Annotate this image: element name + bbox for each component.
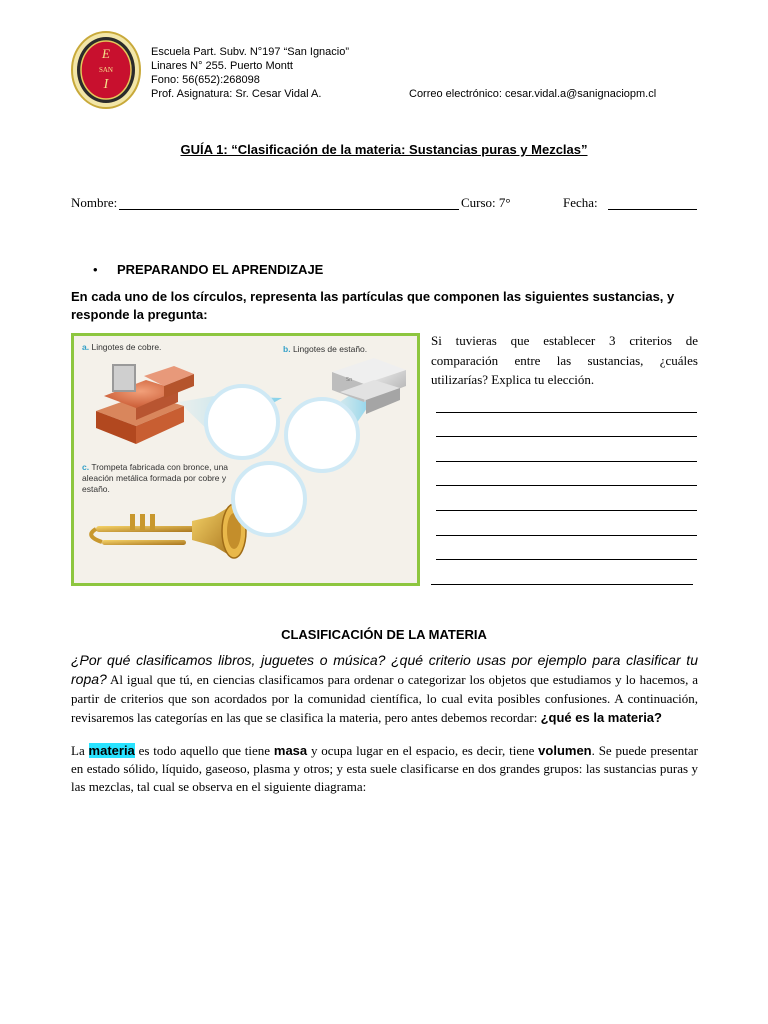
answer-line-3[interactable]: [436, 461, 697, 462]
section2-heading: CLASIFICACIÓN DE LA MATERIA: [281, 627, 487, 642]
answer-line-1[interactable]: [436, 412, 697, 413]
name-field[interactable]: [119, 196, 459, 210]
section1-bullet: •: [93, 262, 98, 277]
what-is-matter-question: ¿qué es la materia?: [540, 710, 662, 725]
answer-line-7[interactable]: [436, 559, 697, 560]
substances-figure: [71, 333, 420, 586]
copper-ingots-image: [96, 364, 194, 444]
title-part-2: Sustancias puras y Mezclas”: [409, 142, 588, 157]
answer-line-2[interactable]: [436, 436, 697, 437]
intro-text: Al igual que tú, en ciencias clasificamos para ordenar o categorizar los objetos que estudiamos y lo hacemos, a partir de criterios que son acordados por la comunidad científica, lo cual evita posibles confusiones. A continuación, revisaremos las categorías en las que se clasifica la materia, pero antes debemos recordar:: [71, 672, 698, 725]
page-title: [0, 142, 768, 157]
p2-mid-2: y ocupa lugar en el espacio, es decir, tiene: [307, 743, 539, 758]
answer-line-8[interactable]: [431, 584, 693, 585]
answer-line-6[interactable]: [436, 535, 697, 536]
p2-start: La: [71, 743, 89, 758]
section1-heading: PREPARANDO EL APRENDIZAJE: [117, 262, 324, 277]
label-a-letter: a.: [82, 342, 90, 352]
masa-term: masa: [273, 743, 308, 758]
label-b-letter: b.: [283, 344, 291, 354]
section1-instruction: En cada uno de los círculos, representa las partículas que componen las siguientes sustancias, y responde la pregunta:: [71, 289, 675, 322]
header-school: Escuela Part. Subv. N°197 “San Ignacio”: [151, 46, 350, 58]
label-a: [82, 342, 161, 352]
label-b-text: Lingotes de estaño.: [292, 344, 368, 354]
label-c-letter: c.: [82, 462, 90, 472]
answer-line-5[interactable]: [436, 510, 697, 511]
section2-paragraph-2: [71, 742, 698, 796]
particle-circle-copper[interactable]: [206, 386, 278, 458]
p2-mid-1: es todo aquello que tiene: [134, 743, 274, 758]
section2-body: [71, 651, 698, 796]
volumen-term: volumen: [538, 743, 592, 758]
answer-line-4[interactable]: [436, 485, 697, 486]
logo-letter-san: SAN: [98, 66, 114, 74]
label-a-text: Lingotes de cobre.: [91, 342, 162, 352]
particle-circle-bronze[interactable]: [233, 463, 305, 535]
logo-letter-i: I: [103, 77, 109, 92]
date-field[interactable]: [608, 196, 697, 210]
logo-letter-e: E: [102, 46, 110, 61]
school-logo: [68, 26, 144, 114]
title-part-1: GUÍA 1: “Clasificación de la materia:: [180, 142, 410, 157]
header-teacher: Prof. Asignatura: Sr. Cesar Vidal A.: [151, 88, 322, 100]
label-c: [82, 462, 232, 495]
header-email: Correo electrónico: cesar.vidal.a@sanignaciopm.cl: [409, 88, 657, 100]
matter-highlight: materia: [88, 743, 135, 758]
label-c-text: Trompeta fabricada con bronce, una aleación metálica formada por cobre y estaño.: [82, 462, 229, 494]
section2-paragraph-1: [71, 651, 698, 727]
p2-end: . Se puede presentar en estado sólido, líquido, gaseoso, plasma y otros; y esta suele clasificarse en dos grandes grupos: las sustancias puras y las mezclas, tal cual se observa en el siguiente diagrama:: [71, 743, 698, 794]
intro-question: ¿Por qué clasificamos libros, juguetes o música? ¿qué criterio usas por ejemplo para clasificar tu ropa?: [71, 652, 698, 687]
header-phone: Fono: 56(652):268098: [151, 74, 260, 86]
header-address: Linares N° 255. Puerto Montt: [151, 60, 293, 72]
section1-question: Si tuvieras que establecer 3 criterios de comparación entre las sustancias, ¿cuáles utilizarías? Explica tu elección.: [431, 333, 698, 387]
name-label: Nombre:: [71, 195, 118, 210]
label-b: [283, 344, 367, 354]
trumpet-image: [91, 504, 246, 558]
particle-circle-tin[interactable]: [286, 399, 358, 471]
svg-text:Sn: Sn: [346, 377, 353, 383]
course-label: Curso: 7°: [461, 195, 511, 210]
date-label: Fecha:: [563, 195, 598, 210]
